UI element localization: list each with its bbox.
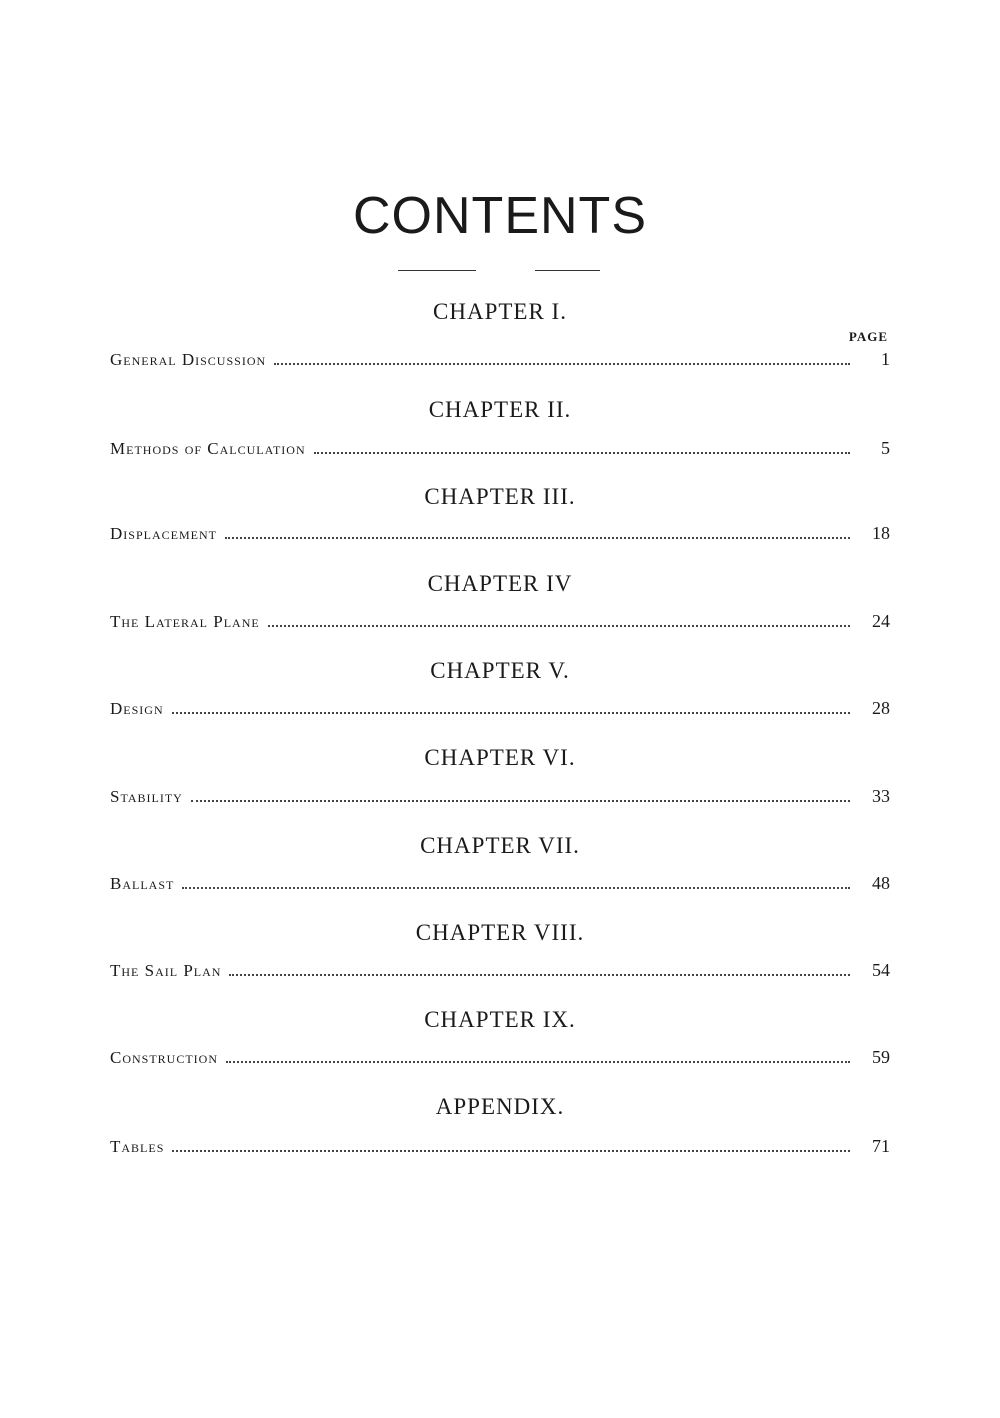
chapter-heading: CHAPTER VIII.	[415, 920, 585, 945]
toc-entry[interactable]	[110, 350, 890, 368]
dot-leader	[314, 452, 850, 454]
toc-entry[interactable]	[110, 439, 890, 457]
dot-leader	[172, 1150, 850, 1152]
toc-entry[interactable]	[110, 1137, 890, 1155]
entry-page-number: 33	[872, 786, 890, 806]
dot-leader	[226, 1061, 850, 1063]
entry-title: Design	[110, 699, 164, 718]
dot-leader	[229, 974, 850, 976]
entry-title: Ballast	[110, 874, 175, 893]
entry-page-number: 28	[872, 698, 890, 718]
toc-entry[interactable]	[110, 874, 890, 892]
chapter-heading: CHAPTER I.	[433, 299, 567, 324]
toc-entry[interactable]	[110, 961, 890, 979]
entry-title: Stability	[110, 787, 183, 806]
toc-entry[interactable]	[110, 612, 890, 630]
entry-page-number: 71	[872, 1136, 890, 1156]
toc-entry[interactable]	[110, 787, 890, 805]
chapter-heading: CHAPTER IV	[427, 571, 573, 596]
entry-title: Tables	[110, 1137, 165, 1156]
chapter-heading: CHAPTER VI.	[424, 745, 576, 770]
entry-page-number: 1	[881, 349, 890, 369]
dot-leader	[225, 537, 850, 539]
title-rule-right	[535, 270, 600, 271]
chapter-heading: CHAPTER IX.	[424, 1007, 576, 1032]
dot-leader	[268, 625, 850, 627]
entry-page-number: 24	[872, 611, 890, 631]
page-title: CONTENTS	[353, 187, 647, 245]
entry-page-number: 5	[881, 438, 890, 458]
entry-title: The Sail Plan	[110, 961, 222, 980]
dot-leader	[191, 800, 850, 802]
entry-title: Construction	[110, 1048, 219, 1067]
entry-page-number: 48	[872, 873, 890, 893]
entry-title: General Discussion	[110, 350, 267, 369]
chapter-heading: CHAPTER III.	[424, 484, 576, 509]
page-column-label: PAGE	[848, 329, 888, 344]
toc-entry[interactable]	[110, 524, 890, 542]
toc-entry[interactable]	[110, 699, 890, 717]
toc-entry[interactable]	[110, 1048, 890, 1066]
dot-leader	[182, 887, 850, 889]
entry-page-number: 59	[872, 1047, 890, 1067]
chapter-heading: CHAPTER VII.	[420, 833, 580, 858]
title-rule-left	[398, 270, 476, 271]
entry-title: Methods of Calculation	[110, 439, 306, 458]
dot-leader	[274, 363, 850, 365]
entry-page-number: 18	[872, 523, 890, 543]
dot-leader	[172, 712, 850, 714]
entry-title: The Lateral Plane	[110, 612, 260, 631]
entry-title: Displacement	[110, 524, 217, 543]
entry-page-number: 54	[872, 960, 890, 980]
chapter-heading: CHAPTER II.	[428, 397, 572, 422]
appendix-heading: APPENDIX.	[435, 1094, 565, 1119]
chapter-heading: CHAPTER V.	[430, 658, 570, 683]
